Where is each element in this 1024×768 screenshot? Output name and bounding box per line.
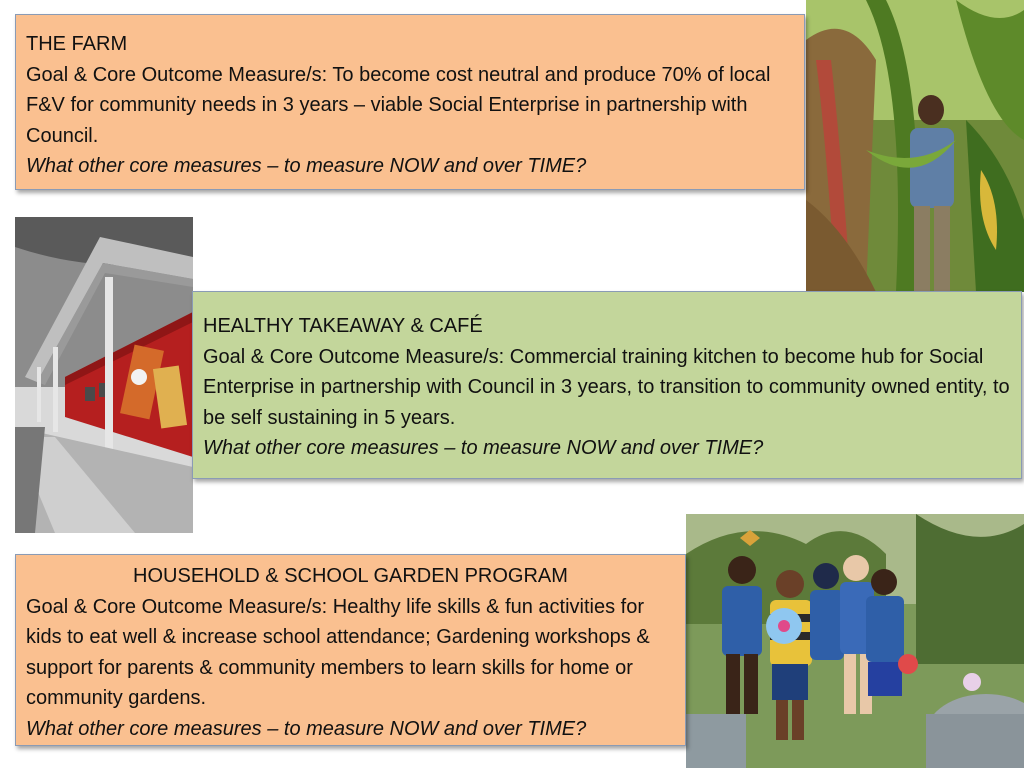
farm-goal-text: Goal & Core Outcome Measure/s: To become cost neutral and produce 70% of local F&V for community needs in 3 years – viable Social Enterprise in partnership with Council. (26, 63, 771, 147)
cafe-question: What other core measures – to measure NOW and over TIME? (203, 437, 764, 459)
farm-card (15, 14, 805, 190)
garden-goal-text: Goal & Core Outcome Measure/s: Healthy life skills & fun activities for kids to eat well & increase school attendance; Gardening workshops & support for parents & community members to learn skills for home or community gardens. (26, 595, 650, 709)
takeaway-cafe-card (192, 291, 1022, 479)
container-cafe-building-photo (15, 217, 193, 533)
farm-question: What other core measures – to measure NOW and over TIME? (26, 155, 587, 177)
farmer-banana-plants-photo (806, 0, 1024, 292)
cafe-title: HEALTHY TAKEAWAY & CAFÉ (203, 315, 483, 337)
cafe-goal-text: Goal & Core Outcome Measure/s: Commercial training kitchen to become hub for Social Enterprise in partnership with Council in 3 years, to transition to community owned entity, to be self sustaining in 5 years. (203, 345, 1010, 429)
kids-school-garden-photo (686, 514, 1024, 768)
garden-program-card (15, 554, 686, 746)
garden-title: HOUSEHOLD & SCHOOL GARDEN PROGRAM (133, 565, 568, 587)
garden-question: What other core measures – to measure NOW and over TIME? (26, 717, 587, 740)
farm-title: THE FARM (26, 33, 128, 55)
